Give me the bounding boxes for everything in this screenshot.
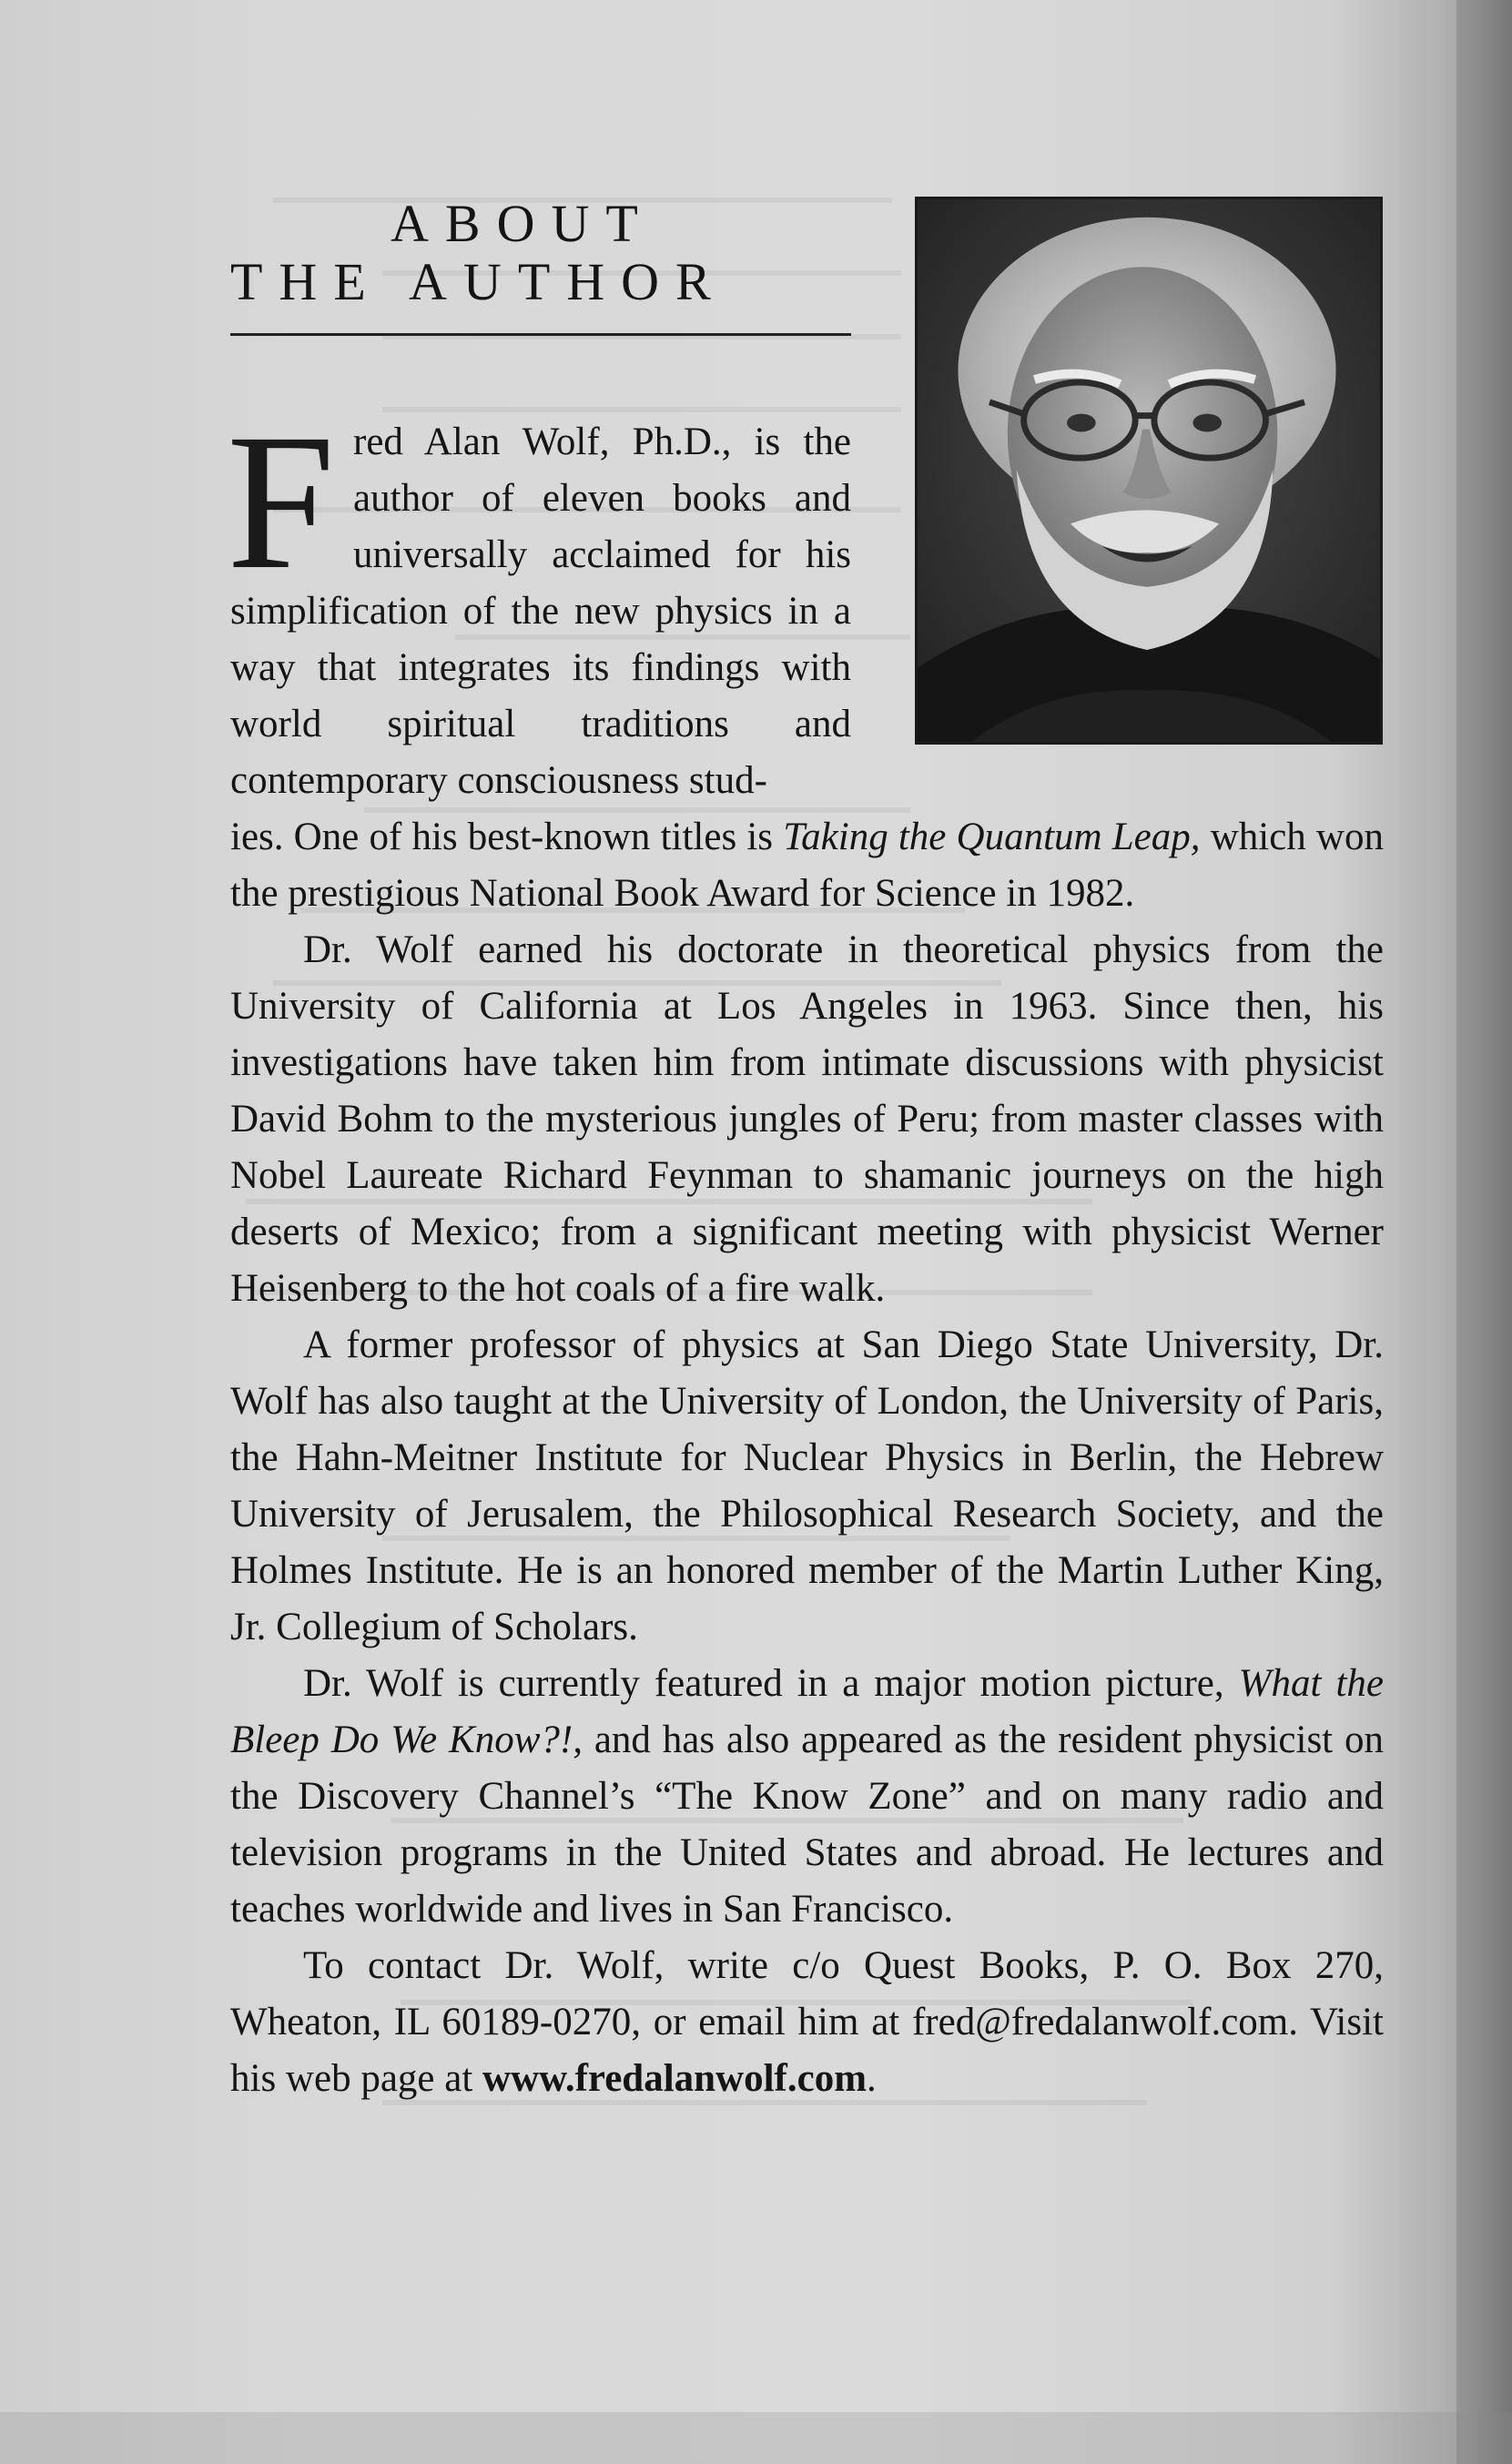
- author-bio: [227, 394, 1384, 2107]
- contact-period: .: [867, 2057, 877, 2100]
- bio-paragraph-2: Dr. Wolf earned his doctorate in theoretical physics from the University of California at Los Angeles in 1963. Since then, his investigations have taken him from intimate discussions with physicist David Bohm to the mysterious jungles of Peru; from master classes with Nobel Laureate Richard Feynman to shamanic journeys on the high deserts of Mexico; from a significant meeting with physicist Werner Heisenberg to the hot coals of a fire walk.: [230, 928, 1384, 1310]
- heading-line-the-author: THE AUTHOR: [230, 252, 727, 311]
- heading-line-about: ABOUT: [391, 194, 655, 253]
- bio-paragraph-1-after: which won the prestigious National Book Award for Science in 1982.: [230, 816, 1384, 915]
- drop-cap: F: [227, 394, 336, 610]
- bio-paragraph-4: [230, 1656, 1384, 1938]
- bio-paragraph-1-text: red Alan Wolf, Ph.D., is the author of eleven books and universally acclaimed for his simplification of the new physics in a way that integrates its findings with world spiritual traditions and contemporary consciousness stud-: [230, 421, 851, 802]
- book-title-taking-the-quantum-leap: Taking the Quantum Leap,: [783, 816, 1201, 858]
- contact-text: To contact Dr. Wolf, write c/o Quest Books, P. O. Box 270, Wheaton, IL 60189-0270, or email him at fred@fredalanwolf.com. Visit his web page at: [230, 1944, 1384, 2100]
- bio-paragraph-4-after: and has also appeared as the resident physicist on the Discovery Channel’s “The Know Zone” and on many radio and television programs in the United States and abroad. He lectures and teaches worldwide and lives in San Francisco.: [230, 1719, 1384, 1931]
- bio-paragraph-1-wrapped: [227, 394, 851, 809]
- contact-paragraph: [230, 1938, 1384, 2107]
- film-title: What the Bleep Do We Know?!,: [230, 1662, 1384, 1761]
- bio-paragraph-1-continued: [230, 809, 1384, 922]
- heading-rule: [230, 333, 851, 336]
- bio-paragraph-4-before: Dr. Wolf is currently featured in a major motion picture,: [303, 1662, 1239, 1705]
- bio-paragraph-3: A former professor of physics at San Diego State University, Dr. Wolf has also taught at the University of London, the University of Paris, the Hahn-Meitner Institute for Nuclear Physics in Berlin, the Hebrew University of Jerusalem, the Philosophical Research Society, and the Holmes Institute. He is an honored member of the Martin Luther King, Jr. Collegium of Scholars.: [230, 1323, 1384, 1648]
- section-heading: [230, 195, 727, 311]
- website-link[interactable]: www.fredalanwolf.com: [482, 2057, 868, 2100]
- bio-paragraph-1-before: ies. One of his best-known titles is: [230, 816, 784, 858]
